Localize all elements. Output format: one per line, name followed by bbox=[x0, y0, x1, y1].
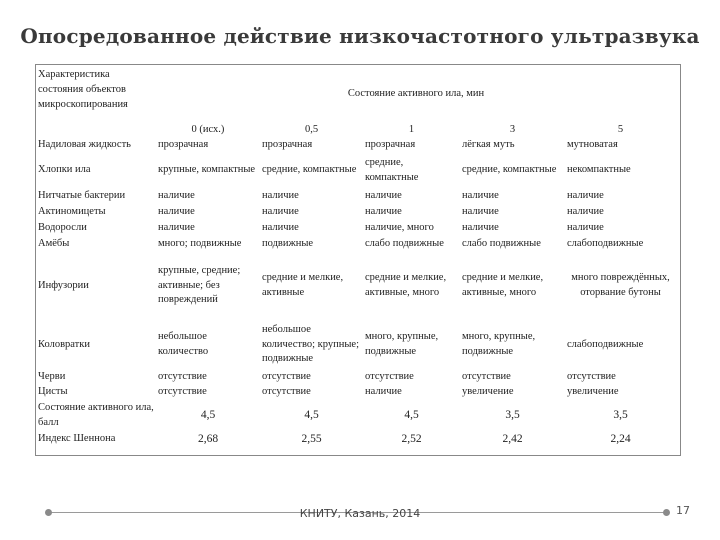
table-cell: средние, компактные bbox=[462, 164, 557, 176]
table-row bbox=[36, 370, 676, 385]
table-row bbox=[36, 204, 676, 220]
slide-title: Опосредованное действие низкочастотного ультразвука bbox=[20, 24, 700, 48]
table-cell: средние, компактные bbox=[365, 156, 419, 183]
table-cell: прозрачная bbox=[262, 139, 313, 151]
table-row bbox=[36, 153, 676, 188]
table-cell: 3,5 bbox=[613, 409, 628, 422]
table-cell: наличие bbox=[567, 189, 604, 201]
table-cell: средние и мелкие, активные, много bbox=[365, 272, 447, 298]
column-header: 1 bbox=[408, 123, 415, 135]
table-row bbox=[36, 188, 676, 204]
table-cell: наличие bbox=[365, 386, 402, 398]
table-cell: небольшое количество; крупные; подвижные bbox=[262, 323, 360, 365]
row-label: Коловратки bbox=[38, 338, 90, 350]
table-cell: наличие bbox=[462, 221, 499, 233]
table-cell: наличие bbox=[262, 189, 299, 201]
table-cell: наличие bbox=[462, 205, 499, 217]
column-header: 3 bbox=[509, 123, 516, 135]
row-header-label: Характеристика состояния объектов микроскопирования bbox=[38, 69, 128, 110]
row-label: Хлопки ила bbox=[38, 164, 91, 176]
table-cell: 4,5 bbox=[404, 409, 419, 422]
table-cell: подвижные bbox=[262, 237, 314, 249]
data-table bbox=[36, 66, 676, 447]
table-cell: прозрачная bbox=[158, 139, 209, 151]
table-cell: прозрачная bbox=[365, 139, 416, 151]
table-row bbox=[36, 400, 676, 431]
table-cell: крупные, средние; активные; без повреждений bbox=[158, 264, 241, 306]
row-label: Черви bbox=[38, 371, 66, 383]
row-label: Индекс Шеннона bbox=[38, 432, 116, 444]
table-cell: слабо подвижные bbox=[462, 237, 541, 249]
row-label: Цисты bbox=[38, 386, 68, 398]
table-cell: отсутствие bbox=[262, 386, 311, 398]
footer-caption: КНИТУ, Казань, 2014 bbox=[299, 507, 421, 520]
table-row bbox=[36, 385, 676, 400]
table-cell: много; подвижные bbox=[158, 237, 242, 249]
table-cell: наличие bbox=[262, 205, 299, 217]
table-cell: 2,24 bbox=[610, 433, 631, 445]
table-cell: лёгкая муть bbox=[462, 139, 515, 151]
table-cell: некомпактные bbox=[567, 164, 631, 176]
table-cell: наличие bbox=[158, 221, 195, 233]
table-cell: увеличение bbox=[462, 386, 514, 398]
row-label: Инфузории bbox=[38, 279, 89, 291]
table-cell: отсутствие bbox=[365, 371, 414, 383]
table-cell: наличие bbox=[462, 189, 499, 201]
table-cell: отсутствие bbox=[462, 371, 511, 383]
table-cell: много, крупные, подвижные bbox=[462, 331, 536, 357]
row-label: Состояние активного ила, балл bbox=[38, 401, 154, 428]
table-row bbox=[36, 320, 676, 370]
table-cell: мутноватая bbox=[567, 139, 618, 151]
row-label: Актиномицеты bbox=[38, 205, 106, 217]
table-cell: средние, компактные bbox=[262, 164, 357, 176]
column-header: 0 (исх.) bbox=[191, 123, 225, 135]
table-cell: средние и мелкие, активные bbox=[262, 272, 344, 298]
table-row bbox=[36, 252, 676, 320]
table-cell: увеличение bbox=[567, 386, 619, 398]
table-cell: наличие bbox=[158, 205, 195, 217]
table-cell: наличие bbox=[567, 221, 604, 233]
table-cell: 3,5 bbox=[505, 409, 520, 422]
table-cell: отсутствие bbox=[262, 371, 311, 383]
table-cell: 2,68 bbox=[197, 433, 219, 445]
table-cell: 2,52 bbox=[401, 433, 422, 445]
table-cell: много, крупные, подвижные bbox=[365, 331, 439, 357]
table-cell: слабо подвижные bbox=[365, 237, 444, 249]
table-cell: наличие bbox=[365, 189, 402, 201]
table-row bbox=[36, 138, 676, 153]
table-row bbox=[36, 236, 676, 252]
table-cell: 2,55 bbox=[301, 433, 322, 445]
table-row bbox=[36, 431, 676, 447]
table-cell: много повреждённых, оторвание бутоны bbox=[571, 272, 670, 298]
table-row bbox=[36, 220, 676, 236]
column-header: 0,5 bbox=[304, 123, 319, 135]
table-cell: наличие bbox=[365, 205, 402, 217]
row-label: Нитчатые бактерии bbox=[38, 189, 126, 201]
group-header: Состояние активного ила, мин bbox=[347, 87, 485, 99]
table-cell: 4,5 bbox=[200, 409, 216, 422]
table-cell: наличие bbox=[262, 221, 299, 233]
table-cell: небольшое количество bbox=[158, 331, 209, 357]
table-cell: отсутствие bbox=[158, 371, 207, 383]
table-header-row bbox=[36, 66, 676, 122]
table-cell: наличие bbox=[567, 205, 604, 217]
table-cell: 2,42 bbox=[502, 433, 523, 445]
row-label: Амёбы bbox=[38, 237, 70, 249]
table-cell: отсутствие bbox=[567, 371, 616, 383]
page-number: 17 bbox=[676, 504, 690, 517]
table-cell: слабоподвижные bbox=[567, 338, 644, 350]
table-cell: отсутствие bbox=[158, 386, 207, 398]
table-cell: слабоподвижные bbox=[567, 237, 644, 249]
table-cell: наличие, много bbox=[365, 221, 434, 233]
row-label: Водоросли bbox=[38, 221, 87, 233]
table-cell: наличие bbox=[158, 189, 195, 201]
column-header: 5 bbox=[617, 123, 624, 135]
table-cell: средние и мелкие, активные, много bbox=[462, 272, 544, 298]
row-label: Надиловая жидкость bbox=[38, 139, 131, 151]
table-cell: 4,5 bbox=[304, 409, 319, 422]
table-cell: крупные, компактные bbox=[158, 164, 256, 176]
